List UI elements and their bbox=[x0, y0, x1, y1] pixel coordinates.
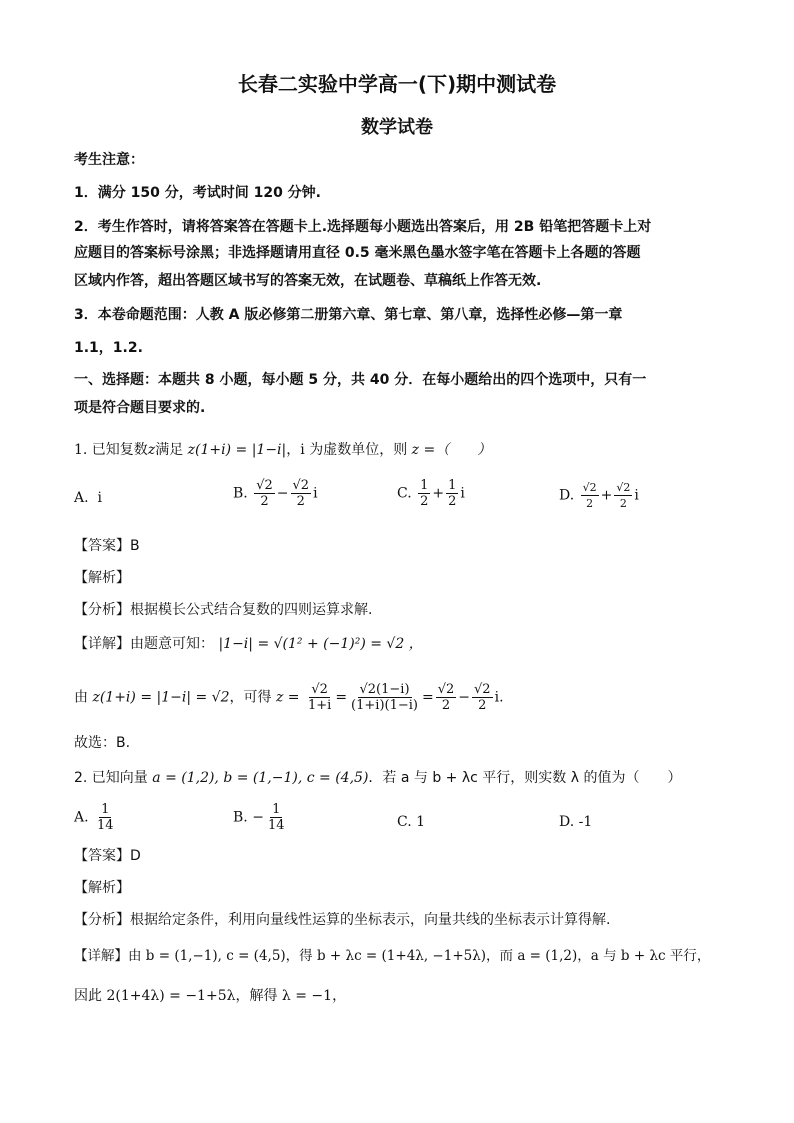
q1-c-num-2: 1 bbox=[448, 478, 457, 493]
notice-item-2-line-3: 区域内作答，超出答题区域书写的答案无效，在试题卷、草稿纸上作答无效. bbox=[74, 273, 542, 289]
exam-title: 长春二实验中学高一(下)期中测试卷 bbox=[237, 72, 557, 96]
q1-option-b-frac-1 bbox=[254, 478, 275, 509]
q1-b-num-2: √2 bbox=[292, 478, 310, 493]
notice-heading: 考生注意： bbox=[74, 152, 144, 168]
q1-detail2-frac1-num: √2 bbox=[311, 682, 328, 697]
q1-c-den-2: 2 bbox=[448, 494, 457, 509]
q1-option-c-label: C. bbox=[397, 485, 412, 502]
q1-detail2-frac2-den: (1+i)(1−i) bbox=[351, 698, 418, 713]
q1-option-b bbox=[233, 478, 318, 509]
q1-conclusion: 故选：B. bbox=[74, 735, 131, 751]
q1-option-a-value: i bbox=[97, 490, 102, 506]
q1-prefix: 1. 已知复数 bbox=[74, 442, 148, 458]
section-1-heading-line-2: 项是符合题目要求的. bbox=[74, 400, 206, 416]
q1-detail2-frac-2 bbox=[349, 682, 420, 713]
q2-vectors: a = (1,2), b = (1,−1), c = (4,5) bbox=[152, 770, 369, 786]
q1-d-den-2: 2 bbox=[619, 497, 627, 510]
q1-d-plus: + bbox=[600, 487, 613, 504]
q1-b-i: i bbox=[313, 485, 318, 502]
q1-detail2-end: . bbox=[499, 689, 504, 706]
q1-detail-line-2: 由 z(1+i) = |1−i| = √2，可得 z = $\frac{√2}{1+i}$ = $\frac{√2(1-i)}{(1+i)(1-i)}$ = $\frac{√2}{2}$ − $\frac{√2}{2}$ i. bbox=[74, 682, 504, 713]
q1-i-text: ，i 为虚数单位，则 bbox=[286, 442, 408, 458]
notice-item-2-line-2: 应题目的答案标号涂黑；非选择题请用直径 0.5 毫米黑色墨水签字笔在答题卡上各题的答题 bbox=[74, 245, 641, 261]
q2-option-a bbox=[74, 802, 118, 833]
q2-option-b-label: B. bbox=[233, 809, 248, 826]
q2-option-c: C. 1 bbox=[397, 814, 426, 830]
q2-fenxi: 【分析】根据给定条件，利用向量线性运算的坐标表示，向量共线的坐标表示计算得解. bbox=[74, 912, 611, 928]
q2-option-b-frac bbox=[266, 802, 287, 833]
q1-d-num-2: √2 bbox=[616, 481, 631, 494]
q2-detail-line-1: 【详解】由 b = (1,−1), c = (4,5)，得 b + λc = (1+4λ, −1+5λ)，而 a = (1,2)，a 与 b + λc 平行， bbox=[74, 948, 711, 964]
question-2-stem bbox=[74, 768, 681, 788]
q1-c-den-1: 2 bbox=[420, 494, 429, 509]
q1-detail2-z: z = bbox=[275, 689, 300, 706]
q2-prefix: 2. 已知向量 bbox=[74, 770, 148, 786]
q1-c-i: i bbox=[460, 485, 465, 502]
q1-detail2-frac4-num: √2 bbox=[474, 682, 491, 697]
q1-detail2-minus: − bbox=[458, 689, 471, 706]
q1-option-c bbox=[397, 478, 465, 509]
q1-d-num-1: √2 bbox=[582, 481, 597, 494]
q1-detail2-i: i bbox=[494, 689, 500, 706]
q1-fenxi: 【分析】根据模长公式结合复数的四则运算求解. bbox=[74, 602, 373, 618]
q1-ask: z =（ ） bbox=[411, 442, 492, 458]
q1-b-den-1: 2 bbox=[260, 494, 269, 509]
q1-b-minus: − bbox=[276, 485, 289, 502]
q1-var-z: z bbox=[147, 442, 156, 458]
q2-mid: ．若 bbox=[368, 770, 397, 786]
q1-option-b-frac-2 bbox=[291, 478, 312, 509]
notice-item-2-line-1: 2．考生作答时，请将答案答在答题卡上.选择题每小题选出答案后，用 2B 铅笔把答题卡上对 bbox=[74, 219, 652, 235]
q1-detail2-frac3-den: 2 bbox=[441, 698, 451, 713]
q1-option-c-frac-2 bbox=[446, 478, 458, 509]
q2-b-num: 1 bbox=[272, 802, 281, 817]
q2-parallel: a 与 b + λc 平行，则实数 λ 的值为（ ） bbox=[400, 770, 682, 786]
q1-option-d-label: D. bbox=[559, 487, 575, 504]
q2-option-b bbox=[233, 802, 288, 833]
q2-detail-line-2: 因此 2(1+4λ) = −1+5λ，解得 λ = −1， bbox=[74, 988, 347, 1004]
q1-detail2-frac1-den: 1+i bbox=[307, 698, 332, 713]
q1-option-d bbox=[559, 480, 639, 511]
q1-b-den-2: 2 bbox=[296, 494, 305, 509]
q1-detail2-expr1: z(1+i) = |1−i| = √2 bbox=[92, 689, 230, 706]
q1-c-plus: + bbox=[432, 485, 445, 502]
q2-analysis-heading: 【解析】 bbox=[74, 880, 130, 896]
q1-condition: z(1+i) = |1−i| bbox=[187, 442, 287, 458]
q1-detail2-prefix: 由 bbox=[74, 689, 88, 706]
q1-detail-prefix: 【详解】由题意可知： bbox=[74, 636, 214, 652]
q1-d-den-1: 2 bbox=[586, 497, 594, 510]
exam-subtitle: 数学试卷 bbox=[361, 117, 433, 138]
q1-detail2-mid: ，可得 bbox=[229, 689, 272, 706]
q1-option-d-frac-1 bbox=[581, 480, 599, 511]
q2-option-d: D. -1 bbox=[559, 814, 593, 830]
q2-a-num: 1 bbox=[101, 802, 110, 817]
q1-detail-expr: |1−i| = √(1² + (−1)²) = √2 ， bbox=[218, 636, 423, 652]
q1-detail2-frac-1 bbox=[306, 682, 333, 713]
q2-a-den: 14 bbox=[97, 818, 114, 833]
q1-detail2-frac-4 bbox=[472, 682, 493, 713]
q1-d-i: i bbox=[634, 487, 639, 504]
q1-option-a bbox=[74, 488, 102, 508]
section-1-heading-line-1: 一、选择题：本题共 8 小题，每小题 5 分，共 40 分．在每小题给出的四个选项中，只有一 bbox=[74, 372, 647, 388]
q2-b-den: 14 bbox=[267, 818, 285, 833]
q2-answer: 【答案】D bbox=[74, 848, 141, 864]
q2-b-sign: − bbox=[252, 809, 264, 826]
notice-item-3-line-1: 3．本卷命题范围：人教 A 版必修第二册第六章、第七章、第八章，选择性必修—第一章 bbox=[74, 307, 623, 323]
q1-detail-line-1 bbox=[74, 634, 423, 654]
q1-option-b-label: B. bbox=[233, 485, 248, 502]
q2-option-a-label: A. bbox=[74, 809, 89, 826]
question-1-stem bbox=[74, 440, 491, 460]
q1-option-d-frac-2 bbox=[614, 480, 632, 511]
q1-detail2-frac-3 bbox=[436, 682, 457, 713]
q1-analysis-heading: 【解析】 bbox=[74, 570, 130, 586]
q1-answer: 【答案】B bbox=[74, 538, 140, 554]
q1-detail2-frac4-den: 2 bbox=[478, 698, 487, 713]
notice-item-3-line-2: 1.1，1.2. bbox=[74, 340, 143, 356]
notice-item-1: 1．满分 150 分，考试时间 120 分钟. bbox=[74, 185, 322, 201]
q1-option-c-frac-1 bbox=[418, 478, 430, 509]
q1-mid: 满足 bbox=[155, 442, 184, 458]
q1-detail2-frac3-num: √2 bbox=[437, 682, 455, 697]
q1-b-num-1: √2 bbox=[256, 478, 273, 493]
q1-option-a-label: A. bbox=[74, 490, 89, 506]
q1-c-num-1: 1 bbox=[420, 478, 429, 493]
q1-detail2-frac2-num: √2(1−i) bbox=[359, 682, 410, 697]
q2-option-a-frac bbox=[95, 802, 116, 833]
